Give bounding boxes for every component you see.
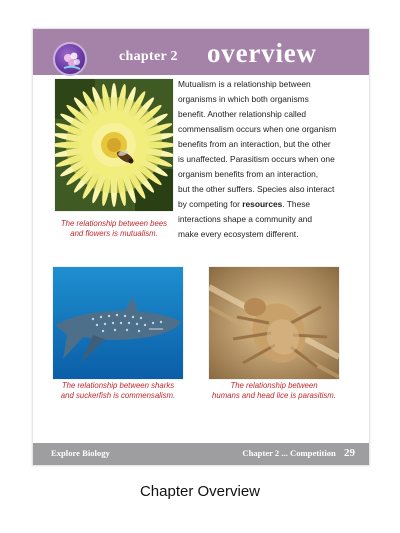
page-number: 29	[344, 447, 355, 459]
body-line: by competing for resources. These	[178, 199, 311, 209]
footer-dots: ...	[281, 448, 288, 458]
page-title: overview	[207, 38, 317, 68]
body-line: interactions shape a community and	[178, 214, 313, 224]
footer-chapter: Chapter 2	[242, 448, 280, 458]
flower-badge-icon	[53, 42, 87, 76]
image-caption: Chapter Overview	[139, 483, 261, 500]
body-line: organism benefits from an interaction,	[178, 169, 319, 179]
flower-caption: The relationship between bees and flowers is mutualism.	[60, 219, 168, 238]
overview-paragraph	[178, 77, 366, 242]
body-line: commensalism occurs when one organism	[178, 124, 337, 134]
shark-photo	[53, 267, 183, 379]
body-line: Mutualism is a relationship between	[178, 79, 311, 89]
footer-chapter-info	[242, 447, 355, 459]
lice-photo	[209, 267, 339, 379]
body-line: benefits from an interaction, but the other	[178, 139, 331, 149]
shark-caption: The relationship between sharks and suckerfish is commensalism.	[60, 381, 176, 400]
chapter-header	[33, 29, 369, 75]
book-title: Explore Biology	[51, 448, 110, 458]
body-line: benefit. Another relationship called	[178, 109, 307, 119]
book-page	[32, 28, 370, 466]
body-line: is unaffected. Parasitism occurs when one	[178, 154, 335, 164]
body-line: but the other suffers. Species also interact	[178, 184, 335, 194]
resources-term: resources	[242, 199, 283, 209]
lice-caption: The relationship between humans and head lice is parasitism.	[212, 381, 336, 400]
chapter-label: chapter 2	[119, 49, 178, 64]
footer-section: Competition	[290, 448, 336, 458]
flower-photo	[55, 79, 173, 211]
page-footer	[33, 443, 369, 465]
body-line: make every ecosystem different.	[178, 229, 299, 239]
body-line: organisms in which both organisms	[178, 94, 309, 104]
